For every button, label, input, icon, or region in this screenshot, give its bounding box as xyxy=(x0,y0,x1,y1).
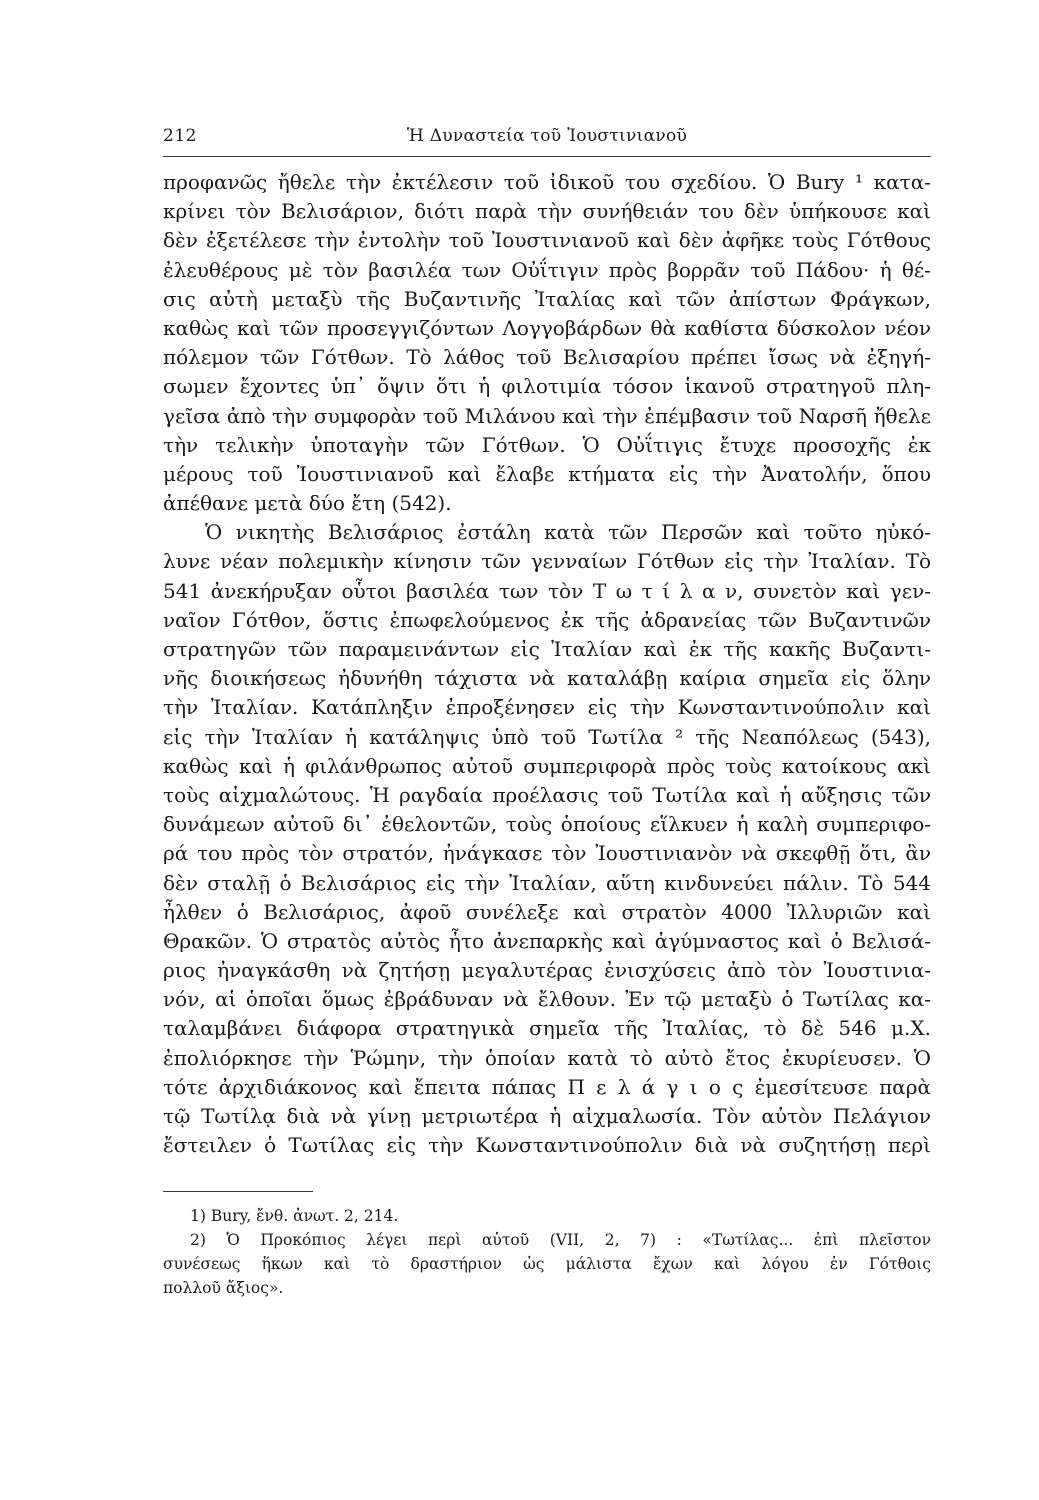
text-line: τοὺς αἰχμαλώτους. Ἡ ραγδαία προέλασις τοῦ Τωτίλα καὶ ἡ αὔξησις τῶν xyxy=(163,782,931,807)
text-line: δυνάμεων αὐτοῦ δι᾽ ἐθελοντῶν, τοὺς ὁποίους εἵλκυεν ἡ καλὴ συμπεριφο- xyxy=(163,812,931,837)
text-line: ἀπέθανε μετὰ δύο ἔτη (542). xyxy=(163,491,452,516)
text-line: δὲν σταλῇ ὁ Βελισάριος εἰς τὴν Ἰταλίαν, αὕτη κινδυνεύει πάλιν. Τὸ 544 xyxy=(163,870,931,895)
body-text xyxy=(163,168,931,1160)
text-line: νόν, αἱ ὁποῖαι ὅμως ἐβράδυναν νὰ ἔλθουν. Ἐν τῷ μεταξὺ ὁ Τωτίλας κα- xyxy=(163,987,931,1012)
text-line: γεῖσα ἀπὸ τὴν συμφορὰν τοῦ Μιλάνου καὶ τὴν ἐπέμβασιν τοῦ Ναρσῆ ἤθελε xyxy=(163,403,931,428)
text-line: ἐπολιόρκησε τὴν Ῥώμην, τὴν ὁποίαν κατὰ τὸ αὐτὸ ἔτος ἐκυρίευσεν. Ὁ xyxy=(163,1045,931,1070)
text-line: πόλεμον τῶν Γότθων. Τὸ λάθος τοῦ Βελισαρίου πρέπει ἴσως νὰ ἐξηγή- xyxy=(163,345,931,370)
text-line: ταλαμβάνει διάφορα στρατηγικὰ σημεῖα τῆς Ἰταλίας, τὸ δὲ 546 μ.Χ. xyxy=(163,1016,931,1041)
text-line: τὴν τελικὴν ὑποταγὴν τῶν Γότθων. Ὁ Οὐΐτιγις ἔτυχε προσοχῆς ἐκ xyxy=(163,432,931,457)
text-line: τότε ἀρχιδιάκονος καὶ ἔπειτα πάπας Π ε λ ά γ ι ο ς ἐμεσίτευσε παρὰ xyxy=(163,1074,931,1099)
text-line: λυνε νέαν πολεμικὴν κίνησιν τῶν γενναίων Γότθων εἰς τὴν Ἰταλίαν. Τὸ xyxy=(163,549,931,574)
text-line: προφανῶς ἤθελε τὴν ἐκτέλεσιν τοῦ ἰδικοῦ του σχεδίου. Ὁ Bury ¹ κατα- xyxy=(163,170,931,194)
page-number: 212 xyxy=(163,126,197,146)
text-line: σις αὐτὴ μεταξὺ τῆς Βυζαντινῆς Ἰταλίας καὶ τῶν ἀπίστων Φράγκων, xyxy=(163,286,931,311)
page-header xyxy=(163,126,931,157)
text-line: τὴν Ἰταλίαν. Κατάπληξιν ἐπροξένησεν εἰς τὴν Κωνσταντινούπολιν καὶ xyxy=(163,695,931,720)
text-line: Ὁ νικητὴς Βελισάριος ἐστάλη κατὰ τῶν Περσῶν καὶ τοῦτο ηὐκό- xyxy=(205,520,931,545)
footnote-line: 2) Ὁ Προκόπιος λέγει περὶ αὐτοῦ (VII, 2, 7) : «Τωτίλας... ἐπὶ πλεῖστον xyxy=(190,1231,931,1249)
footnote-line: πολλοῦ ἄξιος». xyxy=(163,1279,284,1297)
text-line: Θρακῶν. Ὁ στρατὸς αὐτὸς ἦτο ἀνεπαρκὴς καὶ ἀγύμναστος καὶ ὁ Βελισά- xyxy=(163,928,931,953)
text-line: καθὼς καὶ τῶν προσεγγιζόντων Λογγοβάρδων θὰ καθίστα δύσκολον νέον xyxy=(163,315,931,340)
text-line: δὲν ἐξετέλεσε τὴν ἐντολὴν τοῦ Ἰουστινιανοῦ καὶ δὲν ἀφῆκε τοὺς Γότθους xyxy=(163,228,931,253)
footnote-line: συνέσεως ἥκων καὶ τὸ δραστήριον ὡς μάλιστα ἔχων καὶ λόγου ἐν Γότθοις xyxy=(163,1255,931,1273)
footnote-line: 1) Bury, ἔνθ. ἀνωτ. 2, 214. xyxy=(190,1207,399,1225)
text-line: σωμεν ἔχοντες ὑπ᾽ ὄψιν ὅτι ἡ φιλοτιμία τόσον ἱκανοῦ στρατηγοῦ πλη- xyxy=(163,374,931,399)
footnote-divider xyxy=(163,1191,313,1192)
text-line: εἰς τὴν Ἰταλίαν ἡ κατάληψις ὑπὸ τοῦ Τωτίλα ² τῆς Νεαπόλεως (543), xyxy=(163,724,931,749)
text-line: καθὼς καὶ ἡ φιλάνθρωπος αὐτοῦ συμπεριφορὰ πρὸς τοὺς κατοίκους ακὶ xyxy=(163,753,931,778)
text-line: ἔστειλεν ὁ Τωτίλας εἰς τὴν Κωνσταντινούπολιν διὰ νὰ συζητήσῃ περὶ xyxy=(163,1133,931,1158)
text-line: ἐλευθέρους μὲ τὸν βασιλέα των Οὐΐτιγιν πρὸς βορρᾶν τοῦ Πάδου· ἡ θέ- xyxy=(163,257,931,282)
text-line: κρίνει τὸν Βελισάριον, διότι παρὰ τὴν συνήθειάν του δὲν ὑπήκουσε καὶ xyxy=(163,199,931,224)
text-line: στρατηγῶν τῶν παραμεινάντων εἰς Ἰταλίαν καὶ ἐκ τῆς κακῆς Βυζαντι- xyxy=(163,637,931,661)
text-line: ριος ἠναγκάσθη νὰ ζητήσῃ μεγαλυτέρας ἐνισχύσεις ἀπὸ τὸν Ἰουστινια- xyxy=(163,958,931,983)
running-title: Ἡ Δυναστεία τοῦ Ἰουστινιανοῦ xyxy=(406,126,688,146)
text-line: τῷ Τωτίλᾳ διὰ νὰ γίνῃ μετριωτέρα ἡ αἰχμαλωσία. Τὸν αὐτὸν Πελάγιον xyxy=(163,1104,931,1128)
text-line: ναῖον Γότθον, ὅστις ἐπωφελούμενος ἐκ τῆς ἀδρανείας τῶν Βυζαντινῶν xyxy=(163,607,931,632)
text-line: ἦλθεν ὁ Βελισάριος, ἀφοῦ συνέλεξε καὶ στρατὸν 4000 Ἰλλυριῶν καὶ xyxy=(163,899,931,924)
text-line: ρά του πρὸς τὸν στρατόν, ἠνάγκασε τὸν Ἰουστινιανὸν νὰ σκεφθῇ ὅτι, ἂν xyxy=(163,841,931,866)
footnotes xyxy=(163,1204,931,1300)
text-line: νῆς διοικήσεως ἠδυνήθη τάχιστα νὰ καταλάβῃ καίρια σημεῖα εἰς ὅλην xyxy=(163,666,931,691)
text-line: μέρους τοῦ Ἰουστινιανοῦ καὶ ἔλαβε κτήματα εἰς τὴν Ἀνατολήν, ὅπου xyxy=(163,461,931,486)
text-line: 541 ἀνεκήρυξαν οὗτοι βασιλέα των τὸν Τ ω τ ί λ α ν, συνετὸν καὶ γεν- xyxy=(163,578,931,603)
